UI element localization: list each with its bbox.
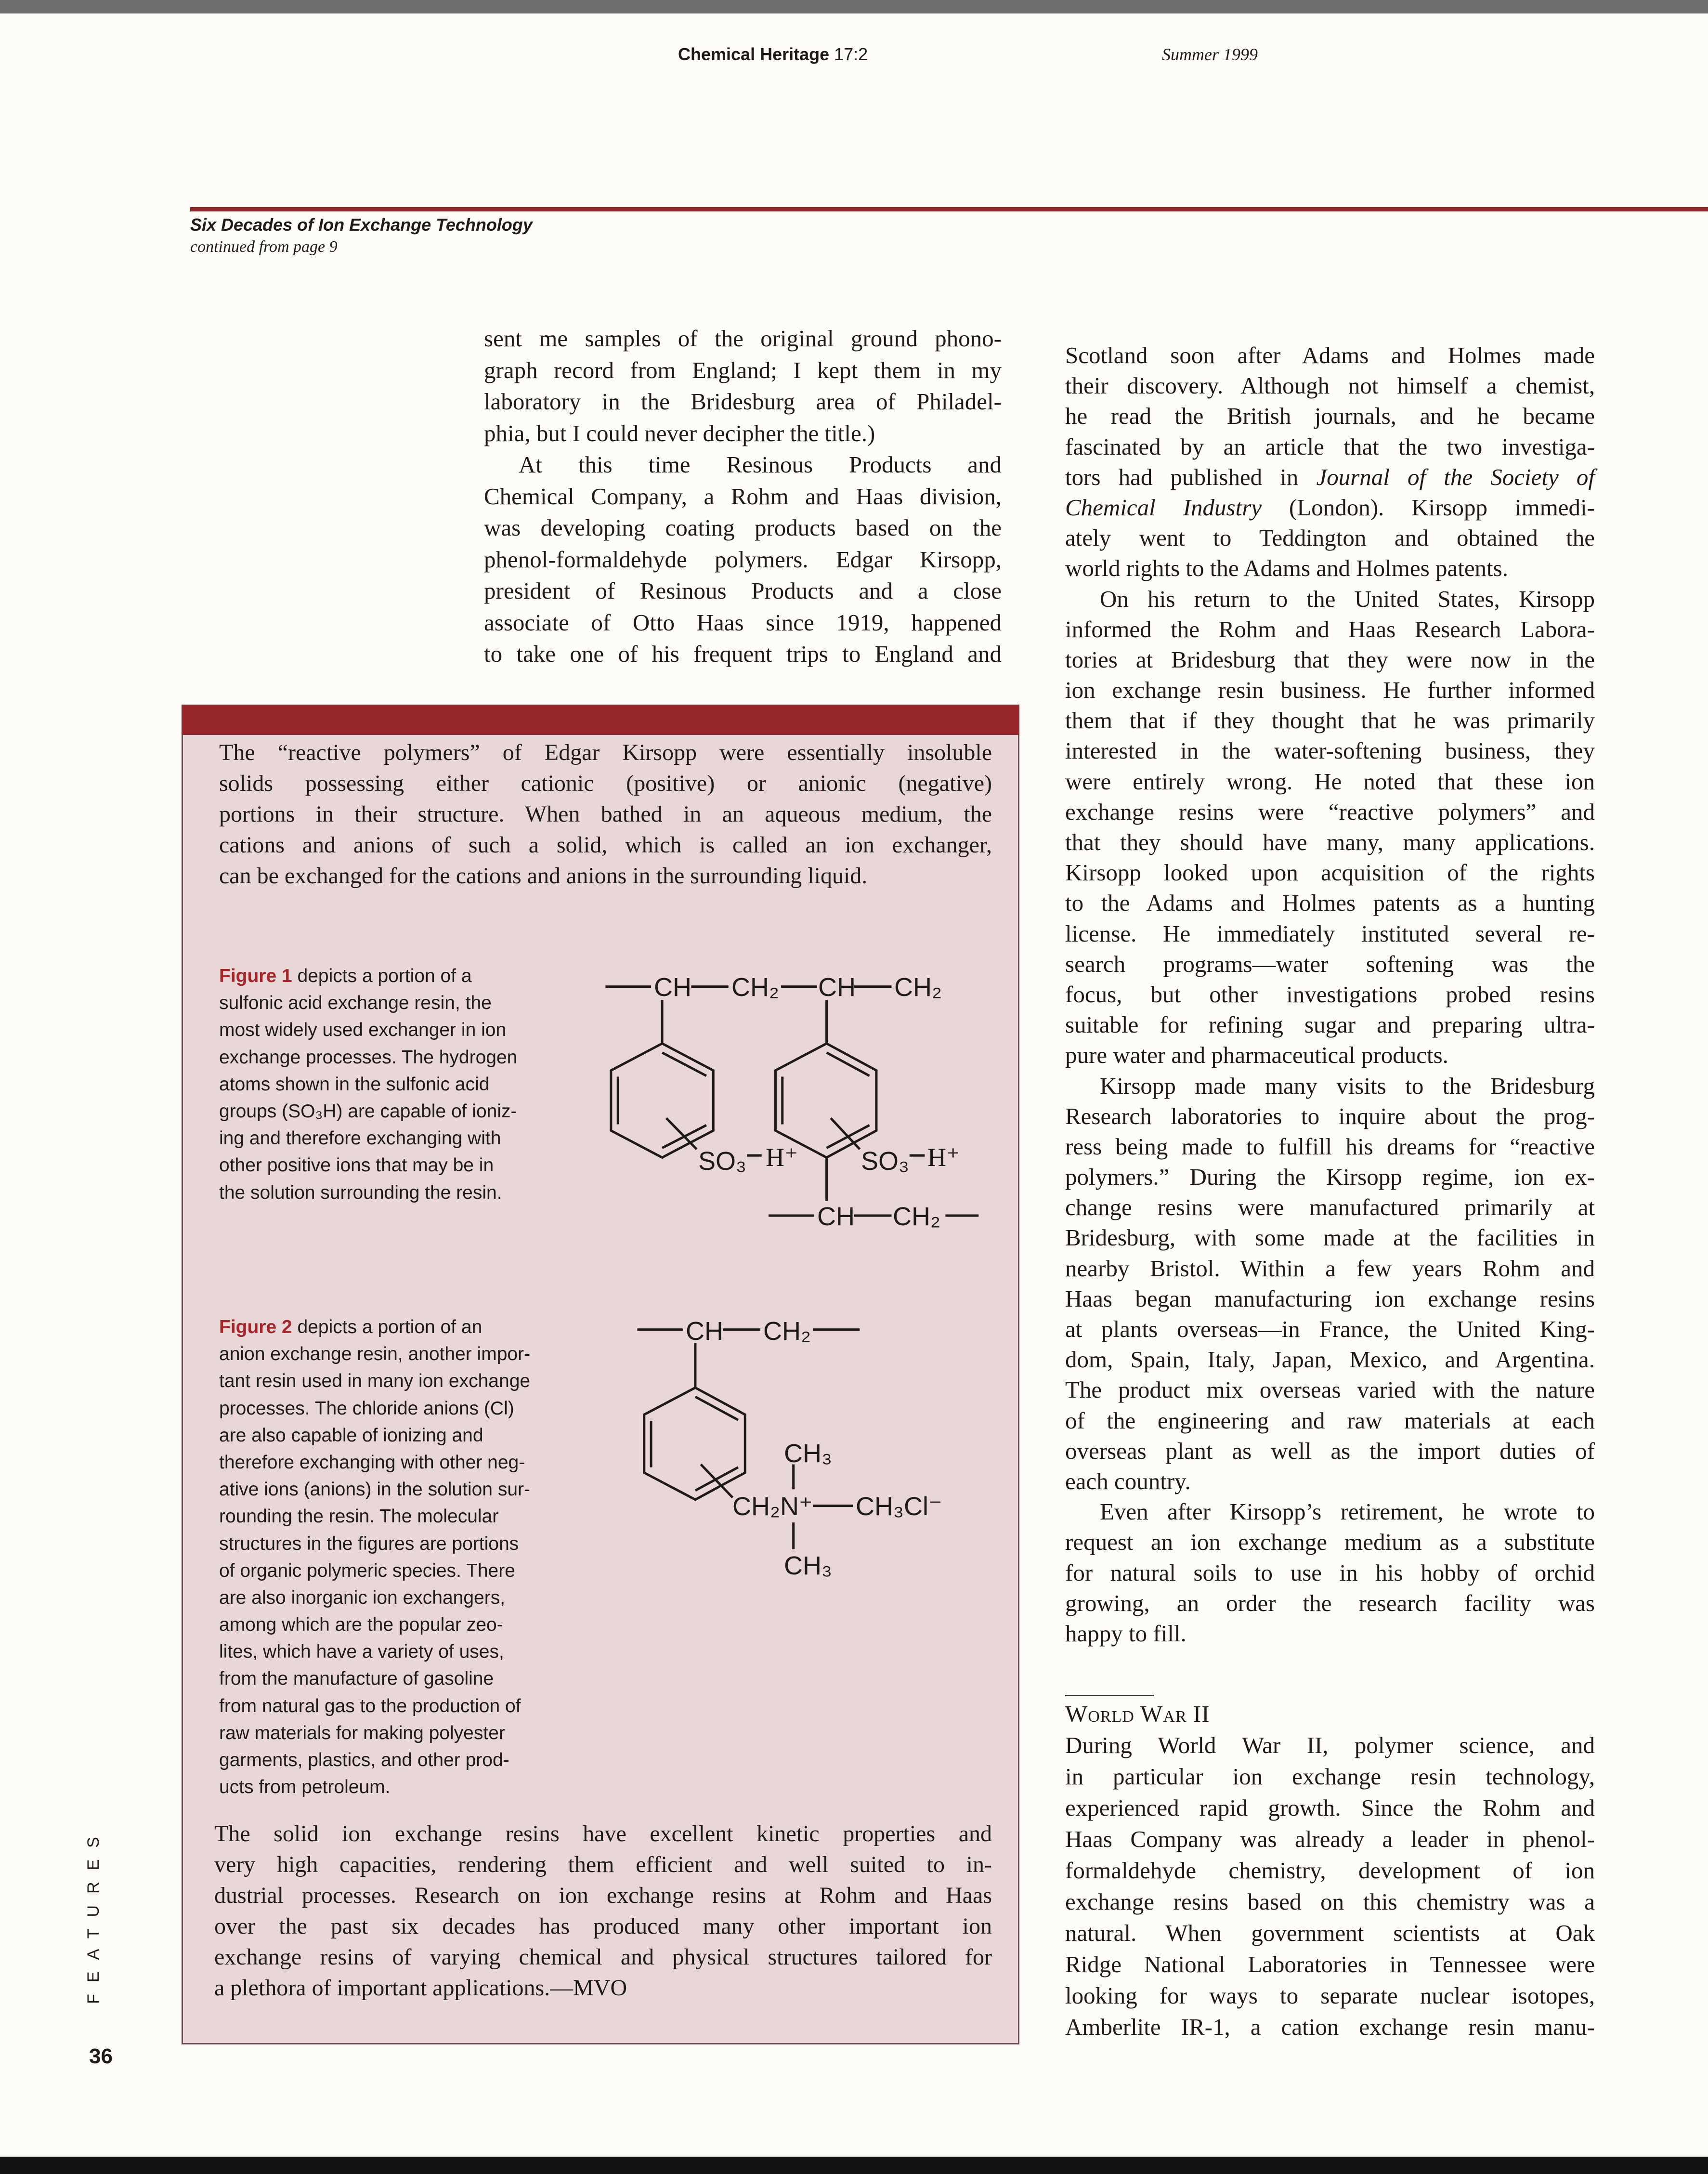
label-ch: CH: [654, 973, 691, 1002]
text-line: from the manufacture of gasoline: [219, 1668, 494, 1689]
text-line: are also inorganic ion exchangers,: [219, 1587, 506, 1608]
text-line: structures in the figures are portions: [219, 1533, 519, 1554]
text-line: of the engineering and raw materials at each: [1065, 1407, 1595, 1434]
text-line: At this time Resinous Products and: [519, 451, 1002, 478]
text-line: license. He immediately instituted several re-: [1065, 920, 1595, 947]
text-line: among which are the popular zeo-: [219, 1614, 503, 1636]
text-line: tant resin used in many ion exchange: [219, 1371, 531, 1392]
text-line: very high capacities, rendering them efficient and well suited to in-: [214, 1852, 992, 1877]
text-line: polymers.” During the Kirsopp regime, ion ex-: [1065, 1164, 1595, 1191]
chemical-structures-figure: [578, 944, 1011, 1594]
text-line: [219, 963, 604, 990]
text-line: search programs—water softening was the: [1065, 950, 1595, 977]
text-line: exchange resins based on this chemistry was a: [1065, 1888, 1595, 1915]
text-line: world rights to the Adams and Holmes patents.: [1065, 555, 1508, 582]
text-line: Kirsopp made many visits to the Bridesburg: [1100, 1072, 1595, 1099]
text-line: ion exchange resin business. He further informed: [1065, 677, 1595, 704]
text-line: Amberlite IR-1, a cation exchange resin manu-: [1065, 2014, 1595, 2040]
continued-note: continued from page 9: [190, 238, 338, 256]
text-line: portions in their structure. When bathed in an aqueous medium, the: [219, 801, 992, 827]
text-line: request an ion exchange medium as a substitute: [1065, 1529, 1595, 1556]
text-line: looking for ways to separate nuclear isotopes,: [1065, 1982, 1595, 2009]
text-line: interested in the water-softening business, they: [1065, 737, 1595, 764]
text-line: pure water and pharmaceutical products.: [1065, 1042, 1448, 1069]
text-line: associate of Otto Haas since 1919, happened: [484, 609, 1002, 636]
header-rule: [190, 207, 1708, 211]
text-line: Even after Kirsopp’s retirement, he wrote to: [1100, 1498, 1595, 1525]
text-line: tories at Bridesburg that they were now in the: [1065, 646, 1595, 673]
sidebar-intro: [219, 737, 992, 891]
text-line: Kirsopp looked upon acquisition of the rights: [1065, 859, 1595, 886]
text-line: atoms shown in the sulfonic acid: [219, 1074, 490, 1095]
text-line: that they should have many, many applications.: [1065, 829, 1595, 855]
text-line: them that if they thought that he was primarily: [1065, 707, 1595, 734]
text-line: a plethora of important applications.—MVO: [214, 1975, 627, 2001]
text-line: The product mix overseas varied with the nature: [1065, 1376, 1595, 1403]
label-h-plus: H⁺: [766, 1143, 798, 1172]
running-header-journal: [678, 44, 868, 65]
text-line: experienced rapid growth. Since the Rohm and: [1065, 1794, 1595, 1821]
scan-top-edge: [0, 0, 1708, 13]
text-line: to the Adams and Holmes patents as a hunting: [1065, 890, 1595, 917]
text-line: focus, but other investigations probed resins: [1065, 981, 1595, 1008]
figure-label: Figure 1: [219, 966, 292, 986]
figure-1-caption: [219, 963, 604, 1206]
text-line: at plants overseas—in France, the United King-: [1065, 1316, 1595, 1342]
text-line: Chemical Company, a Rohm and Haas division,: [484, 483, 1002, 510]
text-segment: Journal of the Society of: [1316, 463, 1595, 490]
text-line: [1065, 462, 1595, 492]
label-ch2: CH₂: [894, 973, 942, 1002]
text-line: anion exchange resin, another impor-: [219, 1344, 531, 1365]
text-line: Haas Company was already a leader in phenol-: [1065, 1826, 1595, 1852]
figure-1-structure: [605, 987, 978, 1216]
journal-volume: 17:2: [834, 44, 868, 64]
text-line: Bridesburg, with some made at the facilities in: [1065, 1224, 1595, 1251]
text-line: overseas plant as well as the import duties of: [1065, 1437, 1595, 1464]
label-ch3cl-minus: CH₃Cl⁻: [856, 1492, 942, 1521]
scan-bottom-edge: [0, 2157, 1708, 2174]
text-line: for natural soils to use in his hobby of orchid: [1065, 1559, 1595, 1586]
text-line: On his return to the United States, Kirsopp: [1100, 585, 1595, 612]
text-line: The “reactive polymers” of Edgar Kirsopp were essentially insoluble: [219, 740, 992, 765]
text-line: were entirely wrong. He noted that these ion: [1065, 768, 1595, 795]
body-column-2-continued: [1065, 1729, 1595, 2043]
text-line: president of Resinous Products and a close: [484, 577, 1002, 604]
text-line: ing and therefore exchanging with: [219, 1128, 501, 1149]
text-line: phia, but I could never decipher the title.): [484, 419, 875, 446]
text-line: formaldehyde chemistry, development of ion: [1065, 1857, 1595, 1884]
text-line: nearby Bristol. Within a few years Rohm and: [1065, 1255, 1595, 1282]
text-line: graph record from England; I kept them in my: [484, 356, 1002, 383]
label-ch: CH: [817, 1202, 855, 1231]
text-line: ative ions (anions) in the solution sur-: [219, 1479, 530, 1500]
label-ch: CH: [818, 973, 856, 1002]
text-line: raw materials for making polyester: [219, 1722, 505, 1743]
label-ch2n-plus: CH₂N⁺: [732, 1492, 813, 1521]
label-ch2: CH₂: [893, 1202, 940, 1231]
page-number: 36: [89, 2044, 113, 2068]
text-line: groups (SO₃H) are capable of ioniz-: [219, 1100, 517, 1122]
text-line: therefore exchanging with other neg-: [219, 1452, 525, 1473]
figure-label: Figure 2: [219, 1317, 292, 1337]
text-line: ress being made to fulfill his dreams for “reactive: [1065, 1133, 1595, 1160]
text-line: dustrial processes. Research on ion exchange resins at Rohm and Haas: [214, 1883, 992, 1908]
text-line: processes. The chloride anions (Cl): [219, 1398, 514, 1419]
body-column-1: [484, 323, 1002, 670]
text-line: happy to fill.: [1065, 1620, 1186, 1647]
text-line: ately went to Teddington and obtained the: [1065, 524, 1595, 551]
text-line: rounding the resin. The molecular: [219, 1506, 499, 1527]
text-segment: tors had published in: [1065, 463, 1317, 490]
text-line: [219, 1314, 604, 1341]
running-header-date: Summer 1999: [1162, 45, 1258, 64]
text-line: of organic polymeric species. There: [219, 1560, 515, 1581]
text-line: phenol-formaldehyde polymers. Edgar Kirsopp,: [484, 546, 1002, 573]
text-line: During World War II, polymer science, and: [1065, 1732, 1595, 1758]
section-label: FEATURES: [84, 1825, 103, 2004]
text-line: sent me samples of the original ground phono-: [484, 325, 1002, 352]
section-heading: World War II: [1065, 1701, 1210, 1727]
label-ch: CH: [686, 1317, 723, 1346]
text-line: The solid ion exchange resins have excellent kinetic properties and: [214, 1821, 992, 1847]
text-line: lites, which have a variety of uses,: [219, 1641, 504, 1663]
text-line: can be exchanged for the cations and anions in the surrounding liquid.: [219, 863, 868, 889]
label-so3: SO₃: [698, 1147, 747, 1176]
text-line: growing, an order the research facility was: [1065, 1589, 1595, 1616]
text-segment: Chemical Industry: [1065, 494, 1262, 521]
text-segment: depicts a portion of a: [292, 966, 472, 986]
text-line: each country.: [1065, 1467, 1191, 1494]
text-line: other positive ions that may be in: [219, 1155, 494, 1176]
text-line: change resins were manufactured primarily at: [1065, 1194, 1595, 1221]
text-line: was developing coating products based on the: [484, 514, 1002, 541]
text-line: laboratory in the Bridesburg area of Philadel-: [484, 388, 1002, 415]
figure-2-caption: [219, 1314, 604, 1801]
text-segment: (London). Kirsopp immedi-: [1262, 494, 1595, 521]
text-line: from natural gas to the production of: [219, 1695, 521, 1716]
label-h-plus: H⁺: [927, 1143, 960, 1172]
text-line: garments, plastics, and other prod-: [219, 1750, 509, 1770]
text-line: their discovery. Although not himself a chemist,: [1065, 372, 1595, 399]
text-line: solids possessing either cationic (positive) or anionic (negative): [219, 771, 992, 796]
text-line: informed the Rohm and Haas Research Labora-: [1065, 616, 1595, 642]
label-ch3: CH₃: [784, 1551, 832, 1580]
text-line: most widely used exchanger in ion: [219, 1020, 507, 1041]
text-line: cations and anions of such a solid, which is called an ion exchanger,: [219, 832, 992, 858]
body-column-2: [1065, 340, 1595, 1649]
section-rule: [1065, 1695, 1154, 1696]
sidebar-closing: [214, 1819, 992, 2004]
label-so3: SO₃: [861, 1147, 910, 1176]
text-line: sulfonic acid exchange resin, the: [219, 993, 492, 1014]
text-line: Research laboratories to inquire about the prog-: [1065, 1102, 1595, 1129]
text-line: Ridge National Laboratories in Tennessee were: [1065, 1951, 1595, 1978]
label-ch3: CH₃: [784, 1439, 832, 1468]
text-line: to take one of his frequent trips to England and: [484, 641, 1002, 667]
text-line: Scotland soon after Adams and Holmes made: [1065, 342, 1595, 368]
text-line: natural. When government scientists at Oak: [1065, 1920, 1595, 1946]
text-line: are also capable of ionizing and: [219, 1425, 483, 1446]
text-line: exchange processes. The hydrogen: [219, 1047, 518, 1068]
label-ch2: CH₂: [763, 1317, 811, 1346]
sidebar-box-band: [182, 705, 1019, 735]
text-line: suitable for refining sugar and preparing ultra-: [1065, 1011, 1595, 1038]
text-line: in particular ion exchange resin technology,: [1065, 1763, 1595, 1790]
text-line: he read the British journals, and he became: [1065, 403, 1595, 430]
text-line: dom, Spain, Italy, Japan, Mexico, and Argentina.: [1065, 1346, 1595, 1373]
text-line: over the past six decades has produced many other important ion: [214, 1913, 992, 1939]
text-line: the solution surrounding the resin.: [219, 1182, 502, 1203]
text-line: [1065, 492, 1595, 523]
text-line: Haas began manufacturing ion exchange resins: [1065, 1285, 1595, 1312]
text-line: exchange resins of varying chemical and physical structures tailored for: [214, 1944, 992, 1970]
journal-name: Chemical Heritage: [678, 44, 830, 64]
text-line: ucts from petroleum.: [219, 1777, 391, 1798]
label-ch2: CH₂: [731, 973, 779, 1002]
text-line: exchange resins were “reactive polymers” and: [1065, 798, 1595, 825]
article-title: Six Decades of Ion Exchange Technology: [190, 215, 533, 235]
text-segment: depicts a portion of an: [292, 1317, 482, 1337]
text-line: fascinated by an article that the two investiga-: [1065, 433, 1595, 460]
